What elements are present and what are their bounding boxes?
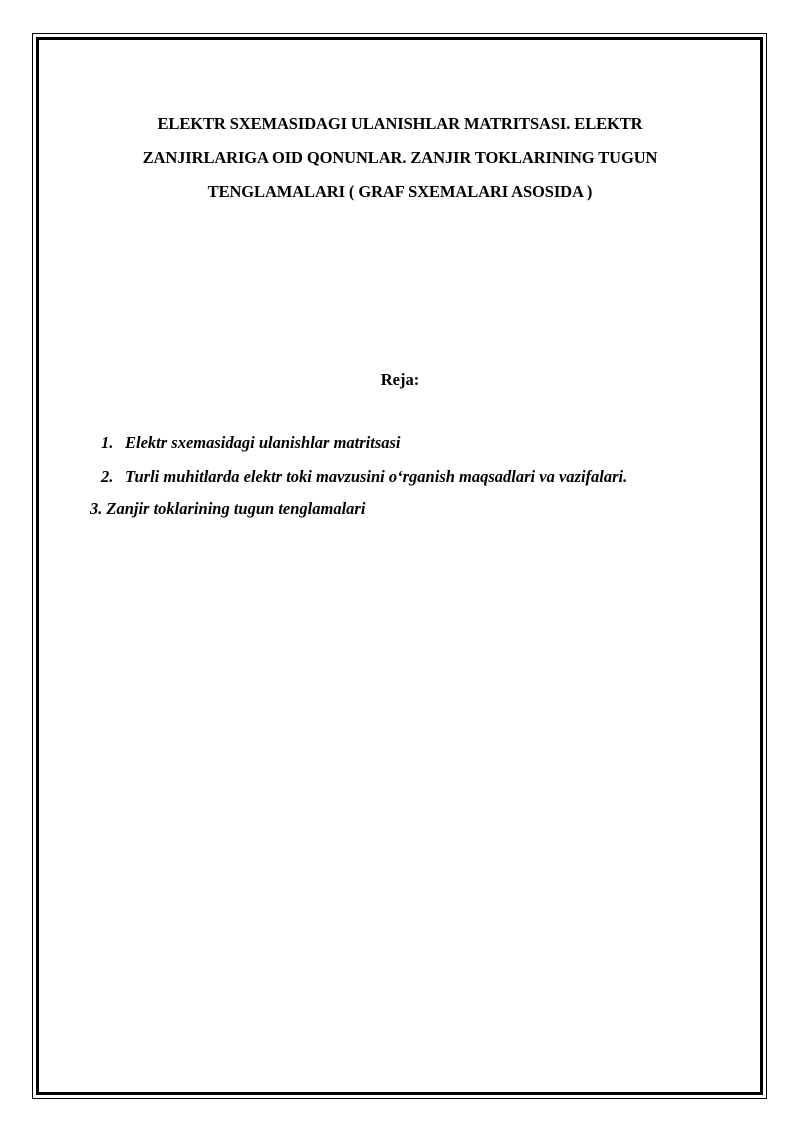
plan-item-number: 3. xyxy=(90,499,103,518)
plan-item-text: Turli muhitlarda elektr toki mavzusini o‘rganish maqsadlari va vazifalari. xyxy=(125,467,628,486)
plan-heading: Reja: xyxy=(380,370,420,389)
plan-item-number: 2. xyxy=(101,467,114,486)
plan-item-text: Elektr sxemasidagi ulanishlar matritsasi xyxy=(125,433,401,452)
document-title xyxy=(80,107,720,209)
title-line-1: ELEKTR SXEMASIDAGI ULANISHLAR MATRITSASI. ELEKTR xyxy=(157,114,643,133)
title-line-3: TENGLAMALARI ( GRAF SXEMALARI ASOSIDA ) xyxy=(207,182,593,201)
title-line-2: ZANJIRLARIGA OID QONUNLAR. ZANJIR TOKLARINING TUGUN xyxy=(142,148,658,167)
plan-item xyxy=(101,465,627,489)
plan-item xyxy=(90,497,365,521)
plan-item-number: 1. xyxy=(101,433,114,452)
plan-item-text: Zanjir toklarining tugun tenglamalari xyxy=(106,499,366,518)
plan-item xyxy=(101,431,401,455)
